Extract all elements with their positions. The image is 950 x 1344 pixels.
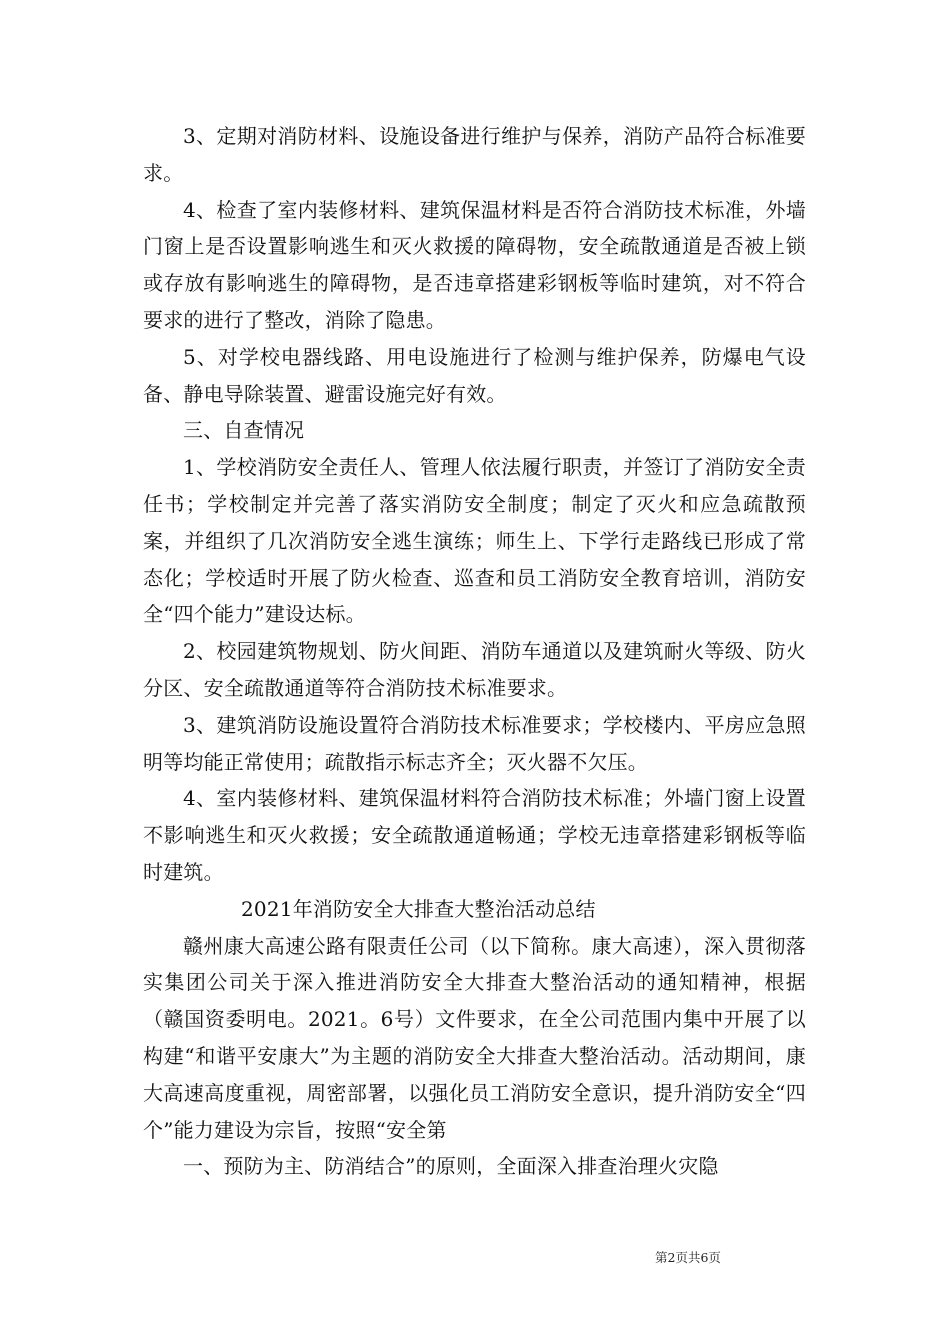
paragraph-item-5-electrical: 5、对学校电器线路、用电设施进行了检测与维护保养，防爆电气设备、静电导除装置、避雷设施完好有效。 xyxy=(143,344,806,406)
paragraph-item-4-materials-check: 4、检查了室内装修材料、建筑保温材料是否符合消防技术标准，外墙门窗上是否设置影响逃生和灭火救援的障碍物，安全疏散通道是否被上锁或存放有影响逃生的障碍物，是否违章搭建彩钢板等临时建筑，对不符合要求的进行了整改，消除了隐患。 xyxy=(143,197,806,332)
paragraph-self-check-4: 4、室内装修材料、建筑保温材料符合消防技术标准；外墙门窗上设置不影响逃生和灭火救援；安全疏散通道畅通；学校无违章搭建彩钢板等临时建筑。 xyxy=(143,786,806,884)
paragraph-self-check-1: 1、学校消防安全责任人、管理人依法履行职责，并签订了消防安全责任书；学校制定并完善了落实消防安全制度；制定了灭火和应急疏散预案，并组织了几次消防安全逃生演练；师生上、下学行走路线已形成了常态化；学校适时开展了防火检查、巡查和员工消防安全教育培训，消防安全“四个能力”建设达标。 xyxy=(143,455,806,627)
document-title: 2021年消防安全大排查大整治活动总结 xyxy=(241,896,596,921)
page-number-footer: 第2页共6页 xyxy=(655,1250,721,1265)
paragraph-self-check-3: 3、建筑消防设施设置符合消防技术标准要求；学校楼内、平房应急照明等均能正常使用；疏散指示标志齐全；灭火器不欠压。 xyxy=(143,712,806,774)
paragraph-summary-principle: 一、预防为主、防消结合”的原则，全面深入排查治理火灾隐 xyxy=(183,1154,719,1179)
paragraph-summary-intro: 赣州康大高速公路有限责任公司（以下简称。康大高速），深入贯彻落实集团公司关于深入推进消防安全大排查大整治活动的通知精神，根据（赣国资委明电。2021。6号）文件要求，在全公司范围内集中开展了以构建“和谐平安康大”为主题的消防安全大排查大整治活动。活动期间，康大高速高度重视，周密部署，以强化员工消防安全意识，提升消防安全“四个”能力建设为宗旨，按照“安全第 xyxy=(143,933,806,1142)
section-heading-self-inspection: 三、自查情况 xyxy=(183,418,305,443)
paragraph-self-check-2: 2、校园建筑物规划、防火间距、消防车通道以及建筑耐火等级、防火分区、安全疏散通道等符合消防技术标准要求。 xyxy=(143,639,806,700)
paragraph-item-3-maintenance: 3、定期对消防材料、设施设备进行维护与保养，消防产品符合标准要求。 xyxy=(143,124,806,185)
document-body xyxy=(143,118,806,1185)
